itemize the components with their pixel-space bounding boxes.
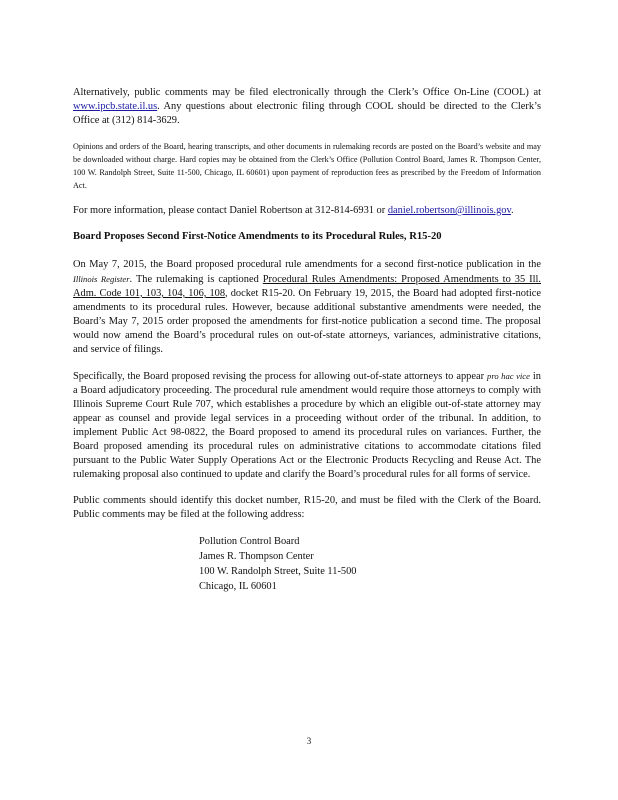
- email-link[interactable]: daniel.robertson@illinois.gov: [387, 205, 512, 216]
- text: Alternatively, public comments may be filed electronically through the Clerk’s Office On-Line (COOL) at: [73, 87, 541, 98]
- paragraph-opinions-orders: Opinions and orders of the Board, hearing transcripts, and other documents in rulemaking records are posted on the Board’s website and may be downloaded without charge. Hard copies may be obtained from the Clerk’s Office (Pollution Control Board, James R. Thompson Center, 100 W. Randolph Street, Suite 11-500, Chicago, IL 60601) upon payment of reproduction fees as prescribed by the Freedom of Information Act.: [73, 142, 541, 190]
- text: . The rulemaking is captioned: [129, 274, 263, 285]
- italic-text: pro hac vice: [487, 371, 530, 381]
- address-line: Pollution Control Board: [199, 536, 300, 547]
- italic-text: Illinois Register: [73, 274, 130, 284]
- address-line: Chicago, IL 60601: [199, 581, 277, 592]
- rulemaking-caption: Procedural Rules Amendments: Proposed Amendments to 35 Ill. Adm. Code 101, 103, 104, 106, 108: [73, 274, 541, 299]
- text: .: [511, 205, 514, 216]
- document-body: [73, 86, 541, 594]
- text: , docket R15-20. On February 19, 2015, the Board had adopted first-notice amendments to its procedural rules. However, because additional substantive amendments were needed, the Board’s May 7, 2015 order proposed the amendments for first-notice publication a second time. The proposal would now amend the Board’s procedural rules on out-of-state attorneys, variances, administrative citations, and service of filings.: [73, 288, 542, 355]
- paragraph-public-comments: Public comments should identify this docket number, R15-20, and must be filed with the Clerk of the Board. Public comments may be filed at the following address:: [73, 495, 541, 520]
- mailing-address: [199, 534, 541, 594]
- text: Specifically, the Board proposed revising the process for allowing out-of-state attorneys to appear: [73, 371, 488, 382]
- address-line: James R. Thompson Center: [199, 551, 314, 562]
- paragraph-electronic-filing: [73, 86, 541, 128]
- address-line: 100 W. Randolph Street, Suite 11-500: [199, 566, 357, 577]
- text: in a Board adjudicatory proceeding. The procedural rule amendment would require those attorneys to comply with Illinois Supreme Court Rule 707, which establishes a procedure by which an eligible out-of-state attorney may appear as counsel and provide legal services in a proceeding without order of the tribunal. In addition, to implement Public Act 98-0822, the Board proposed to amend its procedural rules on variances. Further, the Board proposed amending its procedural rules on administrative citations to accommodate citations filed pursuant to the Public Water Supply Operations Act or the Electronic Products Recycling and Reuse Act. The rulemaking proposal also continued to update and clarify the Board’s procedural rules for all forms of service.: [73, 371, 541, 480]
- paragraph-proposal-overview: [73, 258, 541, 357]
- ipcb-website-link[interactable]: www.ipcb.state.il.us: [73, 101, 158, 112]
- page-number: 3: [306, 736, 312, 746]
- text: For more information, please contact Daniel Robertson at 312-814-6931 or: [73, 205, 388, 216]
- paragraph-proposal-details: [73, 369, 541, 482]
- text: On May 7, 2015, the Board proposed procedural rule amendments for a second first-notice publication in the: [73, 259, 541, 270]
- section-heading: Board Proposes Second First-Notice Amendments to its Procedural Rules, R15-20: [73, 231, 442, 242]
- text: . Any questions about electronic filing through COOL should be directed to the Clerk’s Office at (312) 814-3629.: [73, 101, 541, 126]
- paragraph-more-information: [73, 204, 541, 218]
